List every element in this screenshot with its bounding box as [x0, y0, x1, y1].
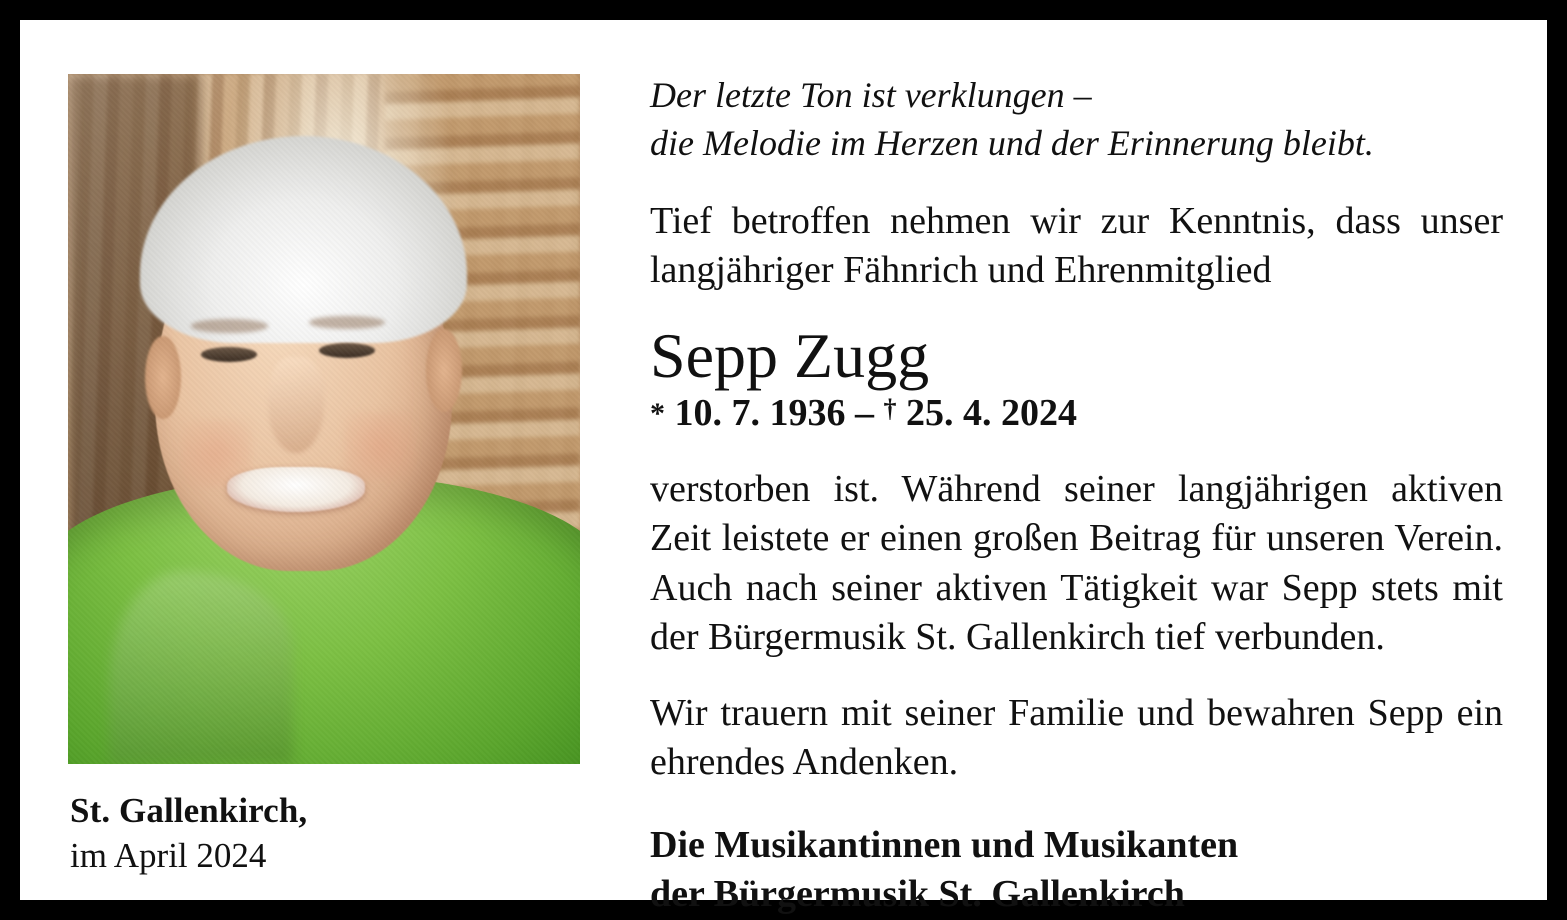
signature-block — [650, 821, 1503, 918]
photo-shirt-fold — [109, 571, 293, 764]
death-date: 25. 4. 2024 — [906, 392, 1077, 434]
verse-line-1: Der letzte Ton ist verklungen – — [650, 75, 1092, 115]
photo-eyebrow-left — [191, 319, 268, 333]
photo-mouth — [227, 467, 365, 512]
closing-paragraph: Wir trauern mit seiner Familie und bewahren Sepp ein ehrendes Andenken. — [650, 691, 1503, 783]
signature-line-2: der Bürgermusik St. Gallenkirch — [650, 872, 1185, 915]
deceased-name: Sepp Zugg — [650, 319, 930, 391]
right-column — [588, 46, 1513, 919]
photo-eye-left — [201, 347, 257, 362]
intro-paragraph: Tief betroffen nehmen wir zur Kenntnis, dass unser langjähriger Fähnrich und Ehrenmitglied — [650, 200, 1503, 292]
portrait-photo — [68, 74, 580, 764]
photo-ear-left — [145, 336, 181, 419]
place-and-date-block — [68, 790, 588, 877]
notice-inner-frame — [20, 20, 1547, 915]
verse-line-2: die Melodie im Herzen und der Erinnerung bleibt. — [650, 122, 1374, 163]
verse-block — [650, 72, 1503, 167]
date-dash: – — [855, 392, 874, 434]
photo-nose — [268, 357, 324, 454]
death-symbol: † — [883, 394, 897, 423]
photo-cheek-right — [344, 412, 416, 481]
birth-date: 10. 7. 1936 — [674, 392, 846, 434]
place-text: St. Gallenkirch, — [70, 791, 308, 830]
left-column — [68, 46, 588, 877]
signature-line-1: Die Musikantinnen und Musikanten — [650, 824, 1239, 867]
body-paragraph: verstorben ist. Während seiner langjährigen aktiven Zeit leistete er einen großen Beitrag für unseren Verein. Auch nach seiner aktiven Tätigkeit war Sepp stets mit der Bürgermusik St. Gallenkirch tief verbunden. — [650, 468, 1503, 659]
date-text: im April 2024 — [70, 835, 267, 875]
birth-symbol: * — [650, 397, 665, 430]
life-dates — [650, 391, 1503, 435]
